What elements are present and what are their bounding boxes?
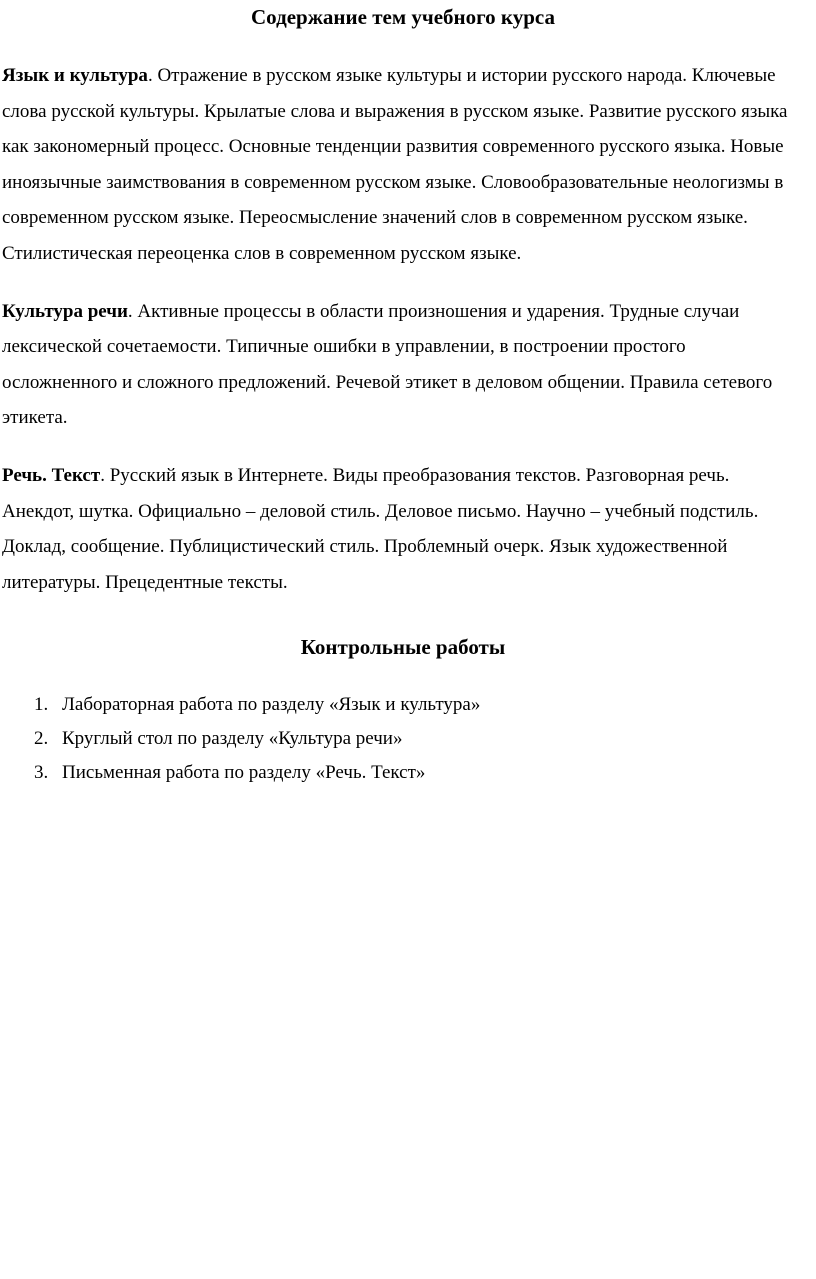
section-text: . Активные процессы в области произношения и ударения. Трудные случаи лексической сочетаемости. Типичные ошибки в управлении, в построении простого осложненного и сложного предложений. Речевой этикет в деловом общении. Правила сетевого этикета. bbox=[2, 300, 773, 429]
page-title: Содержание тем учебного курса bbox=[251, 5, 555, 29]
section-language-and-culture bbox=[2, 58, 804, 272]
section-heading: Культура речи bbox=[2, 300, 128, 322]
section-text: . Русский язык в Интернете. Виды преобразования текстов. Разговорная речь. Анекдот, шутка. Официально – деловой стиль. Деловое письмо. Научно – учебный подстиль. Доклад, сообщение. Публицистический стиль. Проблемный очерк. Язык художественной литературы. Прецедентные тексты. bbox=[2, 464, 759, 593]
list-item-text: Лабораторная работа по разделу «Язык и культура» bbox=[62, 694, 481, 716]
list-item bbox=[34, 722, 804, 756]
list-item-text: Письменная работа по разделу «Речь. Текст» bbox=[62, 762, 426, 784]
list-item-text: Круглый стол по разделу «Культура речи» bbox=[62, 728, 403, 750]
list-item-number: 1. bbox=[34, 694, 49, 716]
control-works-title: Контрольные работы bbox=[300, 635, 506, 660]
section-heading: Язык и культура bbox=[2, 65, 148, 86]
list-item bbox=[34, 688, 804, 722]
section-speech-culture bbox=[2, 294, 804, 436]
section-speech-text bbox=[2, 458, 804, 600]
list-item bbox=[34, 756, 804, 790]
section-heading: Речь. Текст bbox=[2, 464, 101, 486]
section-text: . Отражение в русском языке культуры и истории русского народа. Ключевые слова русской культуры. Крылатые слова и выражения в русском языке. Развитие русского языка как закономерный процесс. Основные тенденции развития современного русского языка. Новые иноязычные заимствования в современном русском языке. Словообразовательные неологизмы в современном русском языке. Переосмысление значений слов в современном русском языке. Стилистическая переоценка слов в современном русском языке. bbox=[2, 65, 788, 264]
list-item-number: 3. bbox=[34, 762, 49, 784]
list-item-number: 2. bbox=[34, 728, 49, 750]
control-works-list bbox=[2, 688, 804, 790]
